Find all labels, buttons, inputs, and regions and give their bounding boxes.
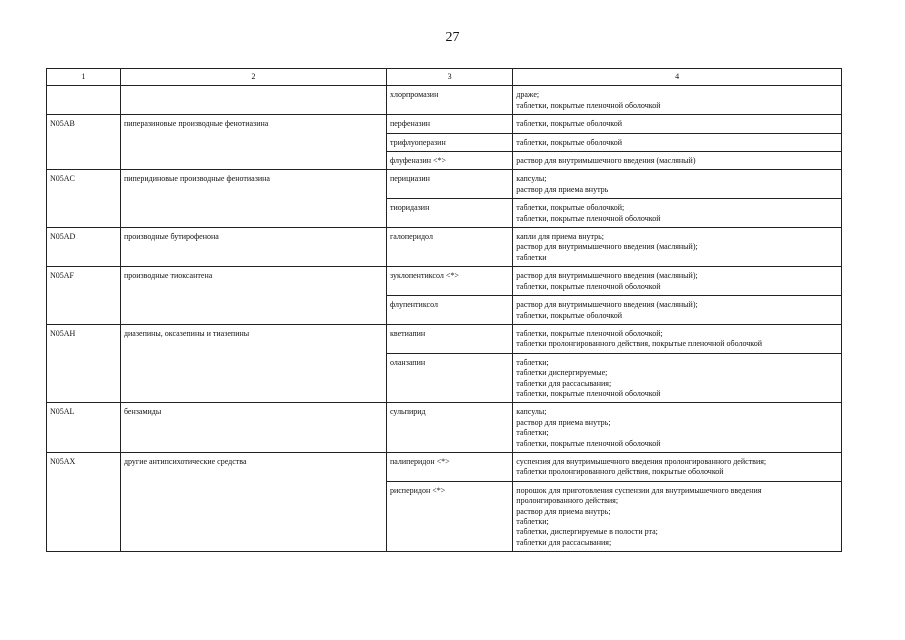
drug-name: сульпирид bbox=[386, 403, 512, 453]
dosage-forms bbox=[513, 267, 842, 296]
table-row bbox=[47, 115, 842, 133]
atc-code: N05AD bbox=[47, 228, 121, 267]
drug-name: хлорпромазин bbox=[386, 86, 512, 115]
dosage-form-line: таблетки диспергируемые; bbox=[516, 368, 608, 378]
drug-name: галоперидол bbox=[386, 228, 512, 267]
drug-name: кветиапин bbox=[386, 324, 512, 353]
drug-table bbox=[46, 68, 842, 552]
page-number: 27 bbox=[445, 30, 460, 45]
dosage-forms bbox=[513, 199, 842, 228]
drug-name: зуклопентиксол <*> bbox=[386, 267, 512, 296]
dosage-form-line: таблетки, покрытые пленочной оболочкой bbox=[516, 438, 661, 448]
header-col-2: 2 bbox=[120, 69, 386, 86]
table-row bbox=[47, 403, 842, 453]
dosage-forms bbox=[513, 296, 842, 325]
drug-group: другие антипсихотические средства bbox=[120, 452, 386, 551]
table-row bbox=[47, 324, 842, 353]
atc-code: N05AB bbox=[47, 115, 121, 170]
table-row bbox=[47, 267, 842, 296]
dosage-form-line: таблетки, покрытые пленочной оболочкой; bbox=[516, 328, 663, 338]
drug-group: производные бутирофенона bbox=[120, 228, 386, 267]
drug-name: флуфеназин <*> bbox=[386, 152, 512, 170]
dosage-form-line: раствор для внутримышечного введения (масляный); bbox=[516, 271, 698, 281]
dosage-form-line: капли для приема внутрь; bbox=[516, 232, 604, 242]
header-col-3: 3 bbox=[386, 69, 512, 86]
table-row bbox=[47, 170, 842, 199]
drug-group: пиперазиновые производные фенотиазина bbox=[120, 115, 386, 170]
header-row bbox=[47, 69, 842, 86]
dosage-form-line: таблетки для рассасывания; bbox=[516, 537, 612, 547]
dosage-form-line: капсулы; bbox=[516, 174, 547, 184]
drug-name: перфеназин bbox=[386, 115, 512, 133]
dosage-form-line: таблетки; bbox=[516, 357, 549, 367]
drug-group bbox=[120, 86, 386, 115]
dosage-form-line: таблетки, покрытые пленочной оболочкой bbox=[516, 213, 661, 223]
dosage-forms bbox=[513, 170, 842, 199]
dosage-forms bbox=[513, 86, 842, 115]
dosage-form-line: таблетки, покрытые пленочной оболочкой bbox=[516, 281, 661, 291]
atc-code: N05AH bbox=[47, 324, 121, 402]
drug-name: перициазин bbox=[386, 170, 512, 199]
dosage-form-line: таблетки, покрытые оболочкой bbox=[516, 137, 623, 147]
atc-code: N05AX bbox=[47, 452, 121, 551]
dosage-form-line: таблетки, покрытые пленочной оболочкой bbox=[516, 388, 661, 398]
drug-name: рисперидон <*> bbox=[386, 481, 512, 551]
dosage-forms bbox=[513, 452, 842, 481]
atc-code: N05AL bbox=[47, 403, 121, 453]
dosage-form-line: раствор для приема внутрь; bbox=[516, 506, 611, 516]
table-row bbox=[47, 86, 842, 115]
dosage-form-line: раствор для внутримышечного введения (масляный) bbox=[516, 156, 696, 166]
dosage-form-line: таблетки, покрытые пленочной оболочкой bbox=[516, 100, 661, 110]
dosage-forms bbox=[513, 228, 842, 267]
dosage-form-line: таблетки bbox=[516, 252, 547, 262]
dosage-form-line: раствор для приема внутрь bbox=[516, 184, 609, 194]
dosage-form-line: таблетки, покрытые оболочкой bbox=[516, 119, 623, 129]
dosage-forms bbox=[513, 403, 842, 453]
drug-name: трифлуоперазин bbox=[386, 133, 512, 151]
atc-code: N05AC bbox=[47, 170, 121, 228]
drug-group: производные тиоксантена bbox=[120, 267, 386, 325]
dosage-form-line: таблетки; bbox=[516, 517, 549, 526]
dosage-forms bbox=[513, 481, 842, 551]
drug-name: флупентиксол bbox=[386, 296, 512, 325]
drug-name: тиоридазин bbox=[386, 199, 512, 228]
drug-group: пиперидиновые производные фенотиазина bbox=[120, 170, 386, 228]
dosage-forms bbox=[513, 115, 842, 133]
drug-group: диазепины, оксазепины и тиазепины bbox=[120, 324, 386, 402]
atc-code: N05AF bbox=[47, 267, 121, 325]
header-col-4: 4 bbox=[513, 69, 842, 86]
dosage-form-line: порошок для приготовления суспензии для внутримышечного введения bbox=[516, 485, 762, 495]
dosage-form-line: пролонгированного действия; bbox=[516, 496, 619, 506]
dosage-form-line: таблетки пролонгированного действия, покрытые оболочкой bbox=[516, 467, 724, 477]
dosage-form-line: раствор для внутримышечного введения (масляный); bbox=[516, 242, 698, 252]
dosage-forms bbox=[513, 353, 842, 403]
drug-name: оланзапин bbox=[386, 353, 512, 403]
dosage-form-line: таблетки, покрытые оболочкой bbox=[516, 310, 623, 320]
table-body bbox=[47, 86, 842, 552]
dosage-form-line: таблетки; bbox=[516, 428, 549, 438]
dosage-form-line: раствор для приема внутрь; bbox=[516, 417, 611, 427]
dosage-form-line: таблетки пролонгированного действия, покрытые пленочной оболочкой bbox=[516, 339, 763, 349]
dosage-form-line: капсулы; bbox=[516, 407, 547, 417]
dosage-form-line: суспензия для внутримышечного введения пролонгированного действия; bbox=[516, 456, 767, 466]
dosage-form-line: драже; bbox=[516, 90, 540, 100]
atc-code bbox=[47, 86, 121, 115]
table-row bbox=[47, 452, 842, 481]
dosage-forms bbox=[513, 324, 842, 353]
table-row bbox=[47, 228, 842, 267]
dosage-form-line: таблетки, диспергируемые в полости рта; bbox=[516, 527, 658, 537]
header-col-1: 1 bbox=[47, 69, 121, 86]
drug-name: палиперидон <*> bbox=[386, 452, 512, 481]
dosage-forms bbox=[513, 152, 842, 170]
dosage-form-line: таблетки для рассасывания; bbox=[516, 378, 612, 388]
drug-group: бензамиды bbox=[120, 403, 386, 453]
dosage-form-line: раствор для внутримышечного введения (масляный); bbox=[516, 300, 698, 310]
dosage-form-line: таблетки, покрытые оболочкой; bbox=[516, 203, 625, 213]
dosage-forms bbox=[513, 133, 842, 151]
